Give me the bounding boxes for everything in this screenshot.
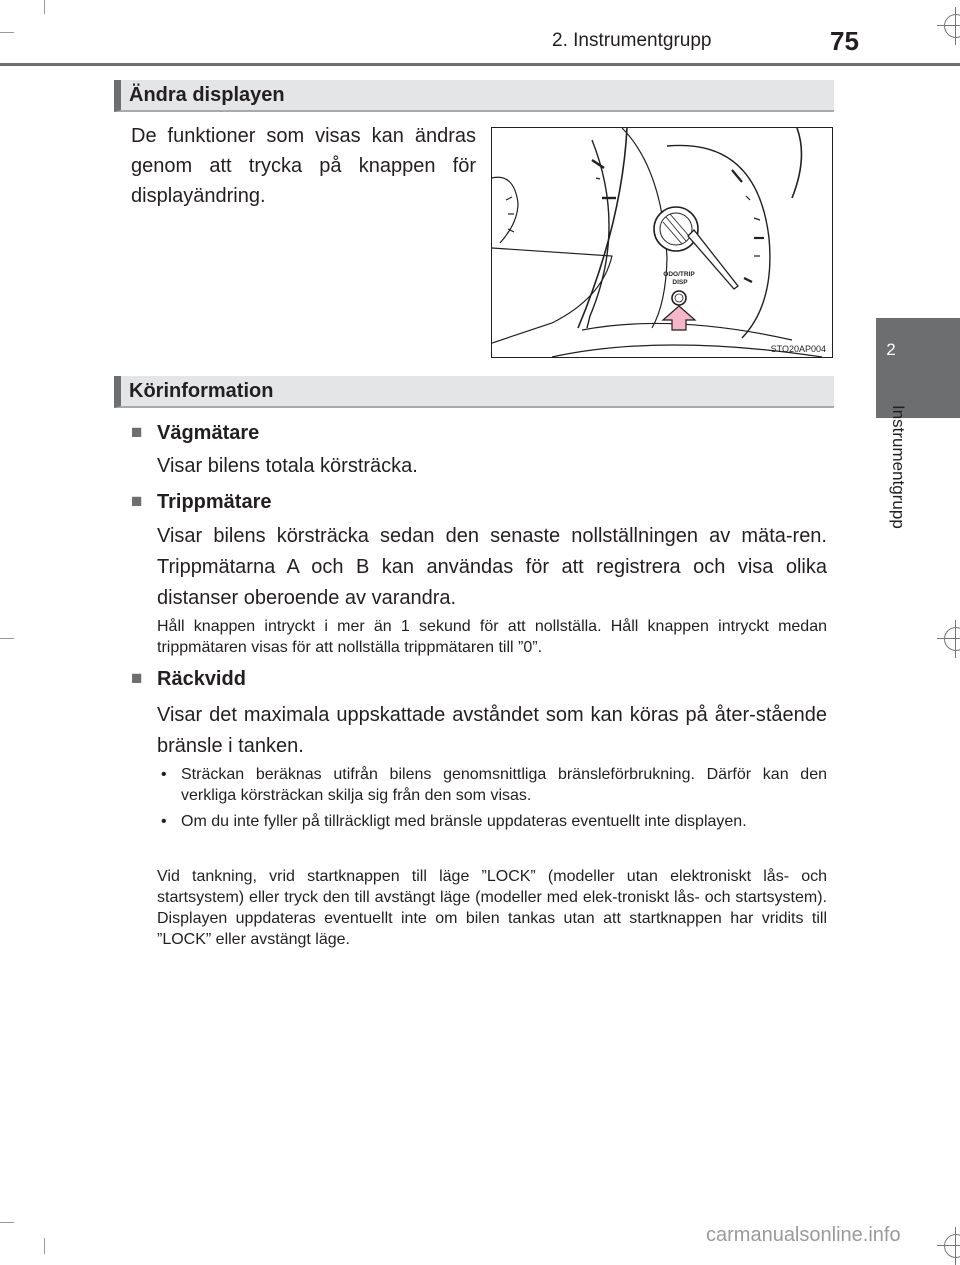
page-number: 75 [830, 26, 859, 56]
instrument-cluster-figure [491, 127, 833, 358]
header-rule [0, 63, 960, 66]
bullet-square-icon: ■ [131, 668, 143, 689]
crop-mark [0, 638, 14, 639]
item-note-trippmatare: Håll knappen intryckt i mer än 1 sekund för att nollställa. Håll knappen intryckt medan trippmätaren visas för att nollställa trippmätaren till ”0”. [157, 618, 827, 656]
crop-mark [44, 0, 45, 14]
chapter-tab[interactable] [876, 318, 960, 418]
item-text-vagmatare: Visar bilens totala körsträcka. [157, 455, 418, 477]
item-title-rackvidd: Räckvidd [157, 668, 246, 690]
bullet-dot-icon: • [161, 766, 167, 783]
item-text-rackvidd: Visar det maximala uppskattade avståndet som kan köras på åter-stående bränsle i tanken. [157, 704, 827, 757]
figure-button-label-line2: DISP [672, 279, 688, 286]
chapter-tab-label: Instrumentgrupp [889, 405, 908, 529]
bullet-square-icon: ■ [131, 422, 143, 443]
bullet-text: Sträckan beräknas utifrån bilens genomsnittliga bränsleförbrukning. Därför kan den verkliga körsträckan skilja sig från den som visas. [181, 766, 827, 804]
intro-paragraph: De funktioner som visas kan ändras genom att trycka på knappen för displayändring. [131, 125, 476, 207]
crop-mark [0, 1222, 14, 1223]
section-heading-text: Körinformation [129, 380, 274, 402]
figure-code: STO20AP004 [770, 344, 826, 354]
item-note-rackvidd: Vid tankning, vrid startknappen till läge ”LOCK” (modeller utan elektroniskt lås- och startsystem) eller tryck den till avstängt läge (modeller med elek-troniskt lås- och startsystem). Displayen uppdateras eventuellt inte om bilen tankas utan att startknappen har vridits till ”LOCK” eller avstängt läge. [157, 868, 827, 948]
arrow-up-icon [663, 306, 695, 330]
registration-mark-icon [944, 14, 960, 38]
bullet-square-icon: ■ [131, 491, 143, 512]
item-title-vagmatare: Vägmätare [157, 422, 260, 444]
bullet-text: Om du inte fyller på tillräckligt med bränsle uppdateras eventuellt inte displayen. [181, 813, 747, 830]
chapter-tab-number: 2 [886, 340, 896, 359]
running-title: 2. Instrumentgrupp [552, 30, 712, 51]
section-heading-andra-displayen [114, 80, 834, 112]
crop-mark [0, 32, 14, 33]
watermark: carmanualsonline.info [706, 1224, 901, 1246]
item-title-trippmatare: Trippmätare [157, 491, 272, 513]
instrument-cluster-illustration [492, 128, 832, 357]
crop-mark [44, 1238, 45, 1254]
registration-mark-icon [944, 1234, 960, 1258]
item-text-trippmatare: Visar bilens körsträcka sedan den senaste nollställningen av mäta-ren. Trippmätarna A och B kan användas för att registrera och visa olika distanser oberoende av varandra. [157, 525, 827, 609]
figure-button-label-line1: ODO/TRIP [663, 271, 695, 278]
section-heading-korinformation [114, 376, 834, 408]
registration-mark-icon [944, 627, 960, 651]
bullet-dot-icon: • [161, 813, 167, 830]
section-heading-text: Ändra displayen [129, 84, 285, 106]
